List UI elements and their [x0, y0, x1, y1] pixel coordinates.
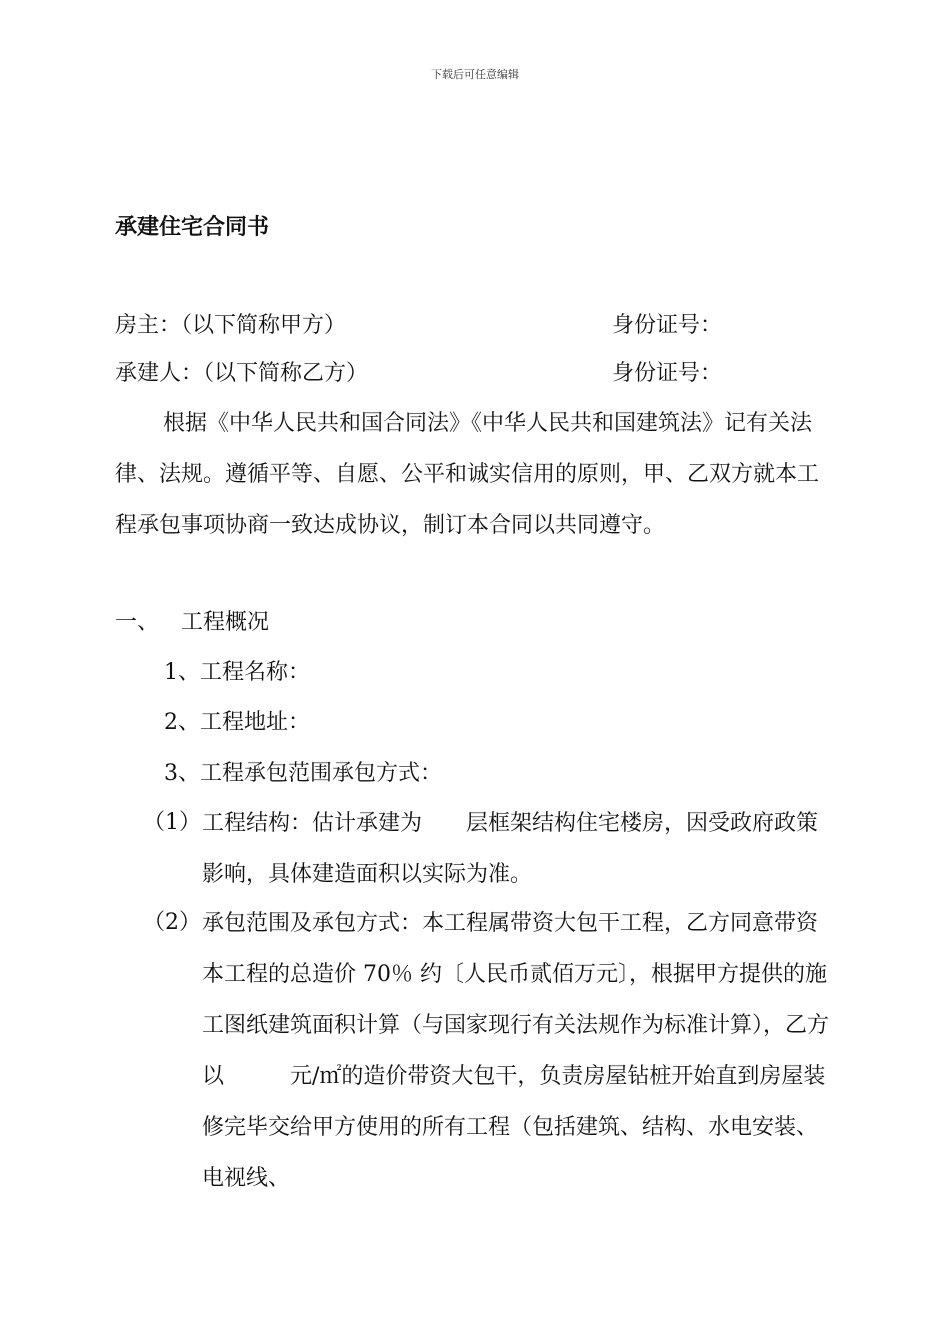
- sub-2-number: （2）: [143, 910, 201, 935]
- party-owner-label: 房主：（以下简称甲方）: [115, 313, 347, 338]
- section-1-number: 一、: [115, 610, 160, 635]
- sub-1-text: 工程结构：估计承建为 层框架结构住宅楼房，因受政府政策影响，具体建造面积以实际为准。: [202, 811, 819, 887]
- item-project-address: 2、工程地址：: [164, 710, 310, 735]
- sub-1-number: （1）: [143, 810, 201, 835]
- item-contract-scope: 3、工程承包范围承包方式：: [164, 761, 442, 786]
- party-row-contractor: [115, 359, 835, 389]
- item-project-name: 1、工程名称：: [164, 660, 310, 685]
- header-note: 下载后可任意编辑: [431, 68, 519, 81]
- sub-2-text: 承包范围及承包方式：本工程属带资大包干工程，乙方同意带资本工程的总造价 70％ 约〔人民币贰佰万元〕，根据甲方提供的施工图纸建筑面积计算（与国家现行有关法规作为标准计算），乙方以 元/㎡的造价带资大包干，负责房屋钻桩开始直到房屋装修完毕交给甲方使用的所有工程（包括建筑、结构、水电安装、电视线、: [202, 911, 830, 1191]
- party-contractor-label: 承建人：（以下简称乙方）: [115, 361, 369, 386]
- party-contractor-id-label: 身份证号：: [612, 361, 723, 386]
- party-owner-id-label: 身份证号：: [612, 313, 723, 338]
- preamble-paragraph: 根据《中华人民共和国合同法》《中华人民共和国建筑法》记有关法律、法规。遵循平等、自愿、公平和诚实信用的原则，甲、乙双方就本工程承包事项协商一致达成协议，制订本合同以共同遵守。: [115, 411, 820, 538]
- document-title: 承建住宅合同书: [115, 215, 270, 240]
- section-1-heading: 工程概况: [181, 610, 270, 635]
- party-row-owner: [115, 311, 835, 341]
